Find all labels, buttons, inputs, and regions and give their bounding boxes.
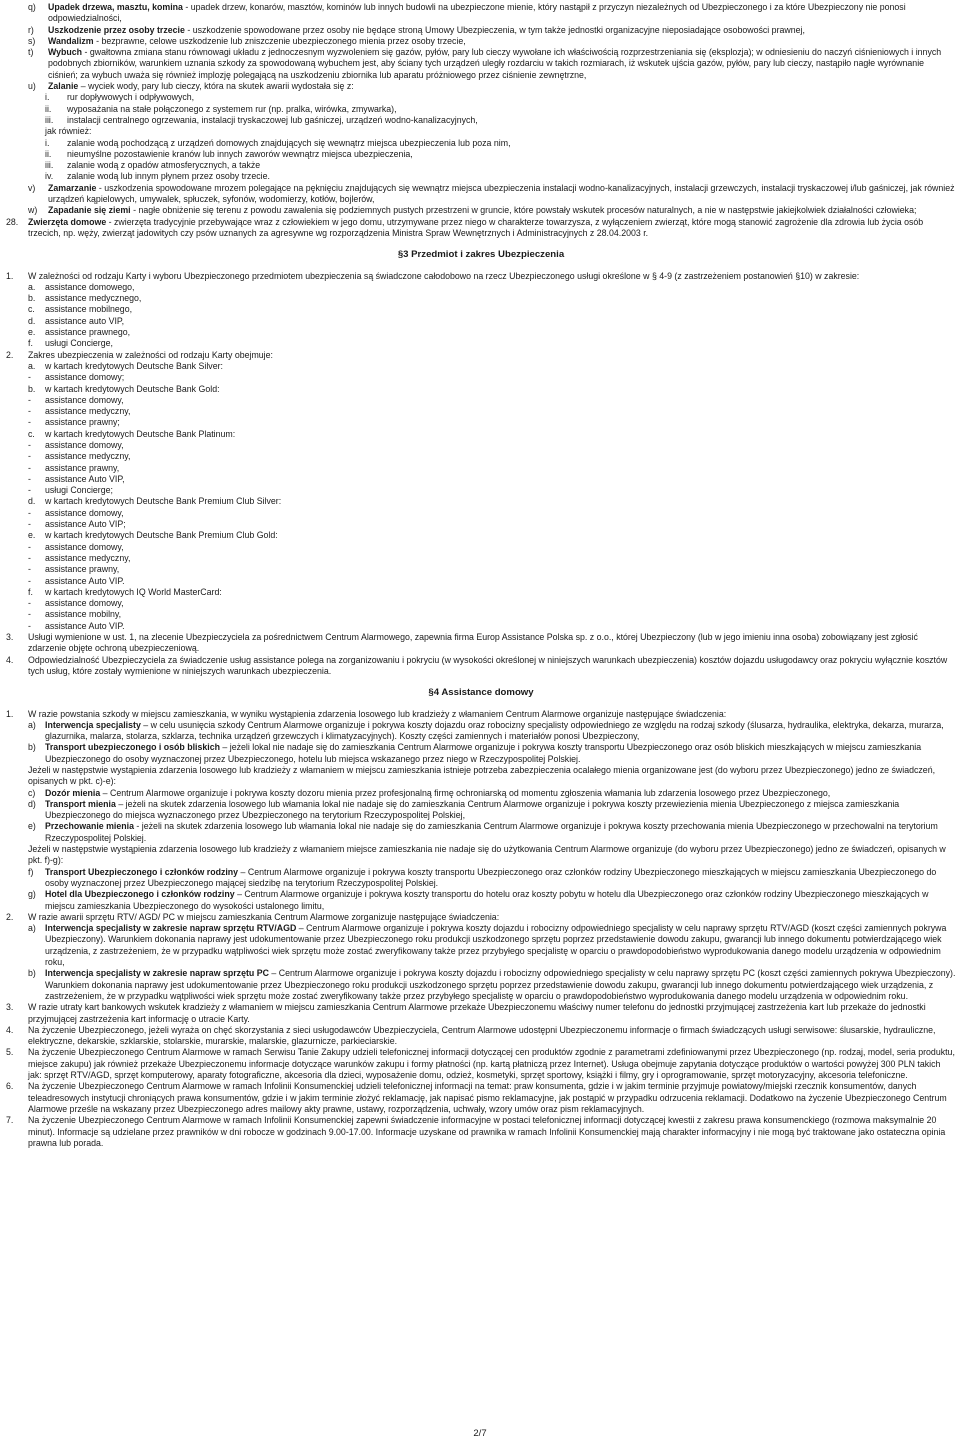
sec4-services-c: [6, 867, 956, 912]
card-service-text: assistance domowy;: [45, 372, 125, 383]
service-label: f): [28, 866, 34, 877]
card-item-label: c.: [28, 428, 35, 439]
term: Zwierzęta domowe: [28, 216, 107, 227]
service-term: Interwencja specjalisty w zakresie napraw sprzętu RTV/AGD: [45, 923, 297, 934]
service-term: Transport Ubezpieczonego i członków rodziny: [45, 866, 239, 877]
service-label: c): [28, 787, 36, 798]
card-service-item: [28, 406, 956, 417]
sec4-services-b: [6, 788, 956, 844]
card-service-item: [28, 553, 956, 564]
definition-t: t) Wybuch - gwałtowna zmiana stanu równowagi układu z jednoczesnym wyzwoleniem się gazów, pyłów, pary lub cieczy wywołane ich właściwością rozprzestrzeniania się (eksplozja); w odniesieniu do naczyń ciśnieniowych i innych podobnych zbiorników, warunkiem uznania szkody za spowodowaną wybuchem jest, aby ściany tych urządzeń uległy rozdarciu w takich rozmiarach, iż wskutek ujścia gazów, pyłów, pary lub cieczy, nastąpiło nagłe wyrównanie ciśnień; za wybuch uważa się również implozję polegającą na uszkodzeniu zbiornika lub aparatu próżniowego przez ciśnienie zewnętrzne,: [28, 47, 942, 80]
numbered-paragraph: [6, 1002, 956, 1025]
card-item-text: w kartach kredytowych Deutsche Bank Platinum:: [45, 428, 236, 439]
card-service-text: assistance domowy,: [45, 507, 124, 518]
card-item: [28, 496, 956, 507]
paragraph-text: Na życzenie Ubezpieczonego, jeżeli wyraża on chęć skorzystania z sieci usługodawców Ubezpieczyciela, Centrum Alarmowe udostępni Ubezpieczonemu informacje o firmach świadczących usługi serwisowe: ślusarskie, hydrauliczne, elektryczne, dekarskie, szklarskie, stolarskie, murarskie, malarskie, glazurnicze, parkieciarskie.: [28, 1024, 936, 1047]
card-service-item: [28, 440, 956, 451]
card-service-item: [28, 395, 956, 406]
service-description: – Centrum Alarmowe organizuje i pokrywa koszty dojazdu i robocizny odpowiedniego specjalisty w celu naprawy sprzętu PC (koszt części zamiennych pokrywa Ubezpieczony). Warunkiem dokonania naprawy jest udokumentowanie przez Ubezpieczonego roku produkcji uszkodzonego sprzętu poprzez przedstawienie dowodu zakupu, gwarancji lub innego dokumentu potwierdzającego wiek urządzenia, z zastrzeżeniem, że w przypadku wątpliwości wiek sprzętu może zostać zweryfikowany także przez przybyłego specjalistę w oparciu o prawdopodobieństwo wyprodukowania danego modelu urządzenia w odpowiednim roku.: [45, 968, 956, 1001]
list-item: d. assistance auto VIP,: [28, 315, 125, 326]
card-item: [28, 361, 956, 372]
card-service-text: assistance Auto VIP.: [45, 620, 125, 631]
definition-28: 28. Zwierzęta domowe - zwierzęta tradycyjnie przebywające wraz z człowiekiem w jego domu, utrzymywane przez niego w charakterze towarzysza, z wyłączeniem zwierząt, które mogą stanowić zagrożenie dla zdrowia lub życia osób trzecich, np. węży, zwierząt jadowitych czy psów uznanych za agresywne wg rozporządzenia Ministra Spraw Wewnętrznych i Administracyjnych z 28.04.2003 r.: [6, 216, 924, 238]
service-label: d): [28, 798, 36, 809]
term: Wandalizm: [48, 35, 94, 46]
sec4-paragraph-2: 2. W razie awarii sprzętu RTV/ AGD/ PC w miejscu zamieszkania Centrum Alarmowe zorganizuje następujące świadczenia:: [6, 911, 500, 922]
card-service-item: [28, 372, 956, 383]
definition-w: w) Zapadanie się ziemi - nagłe obniżenie się terenu z powodu zawalenia się podziemnych pustych przestrzeni w gruncie, które powstały wskutek procesów naturalnych, a nie w następstwie jakiejkolwiek działalności człowieka;: [28, 205, 917, 216]
card-service-item: [28, 417, 956, 428]
card-service-text: assistance domowy,: [45, 598, 124, 609]
card-service-text: assistance prawny,: [45, 462, 120, 473]
paragraph-number: 6.: [6, 1081, 14, 1092]
section-4-heading: §4 Assistance domowy: [428, 687, 534, 699]
dash: -: [28, 609, 31, 620]
dash: -: [28, 417, 31, 428]
service-item: [6, 720, 956, 743]
sec4-paragraphs-rest: [6, 1002, 956, 1149]
card-service-text: assistance domowy,: [45, 541, 124, 552]
page-number: 2/7: [473, 1428, 487, 1439]
dash: -: [28, 519, 31, 530]
service-label: e): [28, 821, 36, 832]
paragraph-number: 3.: [6, 1002, 14, 1013]
service-text: [45, 788, 956, 799]
card-item-label: a.: [28, 360, 36, 371]
service-item: [6, 923, 956, 968]
service-text: [45, 720, 956, 743]
dash: -: [28, 462, 31, 473]
service-description: – jeżeli na skutek zdarzenia losowego lub włamania lokal nie nadaje się do zamieszkania Centrum Alarmowe organizuje i pokrywa koszty przewiezienia mienia Ubezpieczonego z miejsca zamieszkania Ubezpieczonego do miejsca wyznaczonego przez Ubezpieczonego na terytorium Rzeczypospolitej Polskiej,: [45, 798, 900, 821]
term: Upadek drzewa, masztu, komina: [48, 2, 183, 12]
dash: -: [28, 406, 31, 417]
sec3-paragraph-3: 3. Usługi wymienione w ust. 1, na zlecenie Ubezpieczyciela za pośrednictwem Centrum Alarmowego, zapewnia firma Europ Assistance Polska sp. z o.o., której Ubezpieczony (lub w jego imieniu inna osoba) zobowiązany jest zgłosić zdarzenie objęte ochroną ubezpieczeniową.: [6, 632, 918, 654]
sec4-note-1: Jeżeli w następstwie wystąpienia zdarzenia losowego lub kradzieży z włamaniem w miejscu zamieszkania istnieje potrzeba zabezpieczenia ocalałego mienia organizowane jest (do wyboru przez Ubezpieczonego) jedno ze świadczeń, opisanych w pkt. c)-e):: [28, 765, 936, 787]
definition-v: v) Zamarzanie - uszkodzenia spowodowane mrozem polegające na pęknięciu znajdujących się wewnątrz miejsca ubezpieczenia instalacji wodno-kanalizacyjnych, instalacji grzewczych, instalacji tryskaczowej i/lub gaśniczej, jak również urządzeń kąpielowych, umywalek, spłuczek, syfonów, wodomierzy, kotłów, bojlerów,: [28, 182, 955, 205]
service-item: [6, 742, 956, 765]
dash: -: [28, 473, 31, 484]
paragraph-number: 7.: [6, 1115, 14, 1126]
card-item-text: w kartach kredytowych IQ World MasterCard:: [45, 586, 222, 597]
card-item: [28, 530, 956, 541]
service-label: g): [28, 889, 36, 900]
service-item: [6, 968, 956, 1002]
card-service-text: assistance Auto VIP;: [45, 519, 126, 530]
service-term: Interwencja specjalisty w zakresie napraw sprzętu PC: [45, 968, 269, 979]
card-item: [28, 429, 956, 440]
paragraph-text: Na życzenie Ubezpieczonego Centrum Alarmowe w ramach Infolinii Konsumenckiej zapewni świadczenie informacyjne w postaci telefonicznej informacji dotyczącej kwestii z zakresu prawa konsumenckiego (rozmowa maksymalnie 20 minut). Informacje są udzielane przez prawników w dni robocze w godzinach 9.00-17.00. Informacje uzyskane od prawnika w ramach Infolinii Konsumenckiej mają charakter informacyjny i nie mogą być traktowane jako ostateczna opinia prawna lub porada.: [28, 1115, 946, 1148]
section-3-heading: §3 Przedmiot i zakres Ubezpieczenia: [397, 249, 565, 261]
card-item: [28, 384, 956, 395]
sec3-scope-list: [6, 282, 956, 350]
paragraph-text: Na życzenie Ubezpieczonego Centrum Alarmowe w ramach Infolinii Konsumenckiej udzieli telefonicznej informacji na temat: praw konsumenta, gdzie i w jakim terminie przyjmuje powiatowy/miejski rzecznik konsumentów, danych teleadresowych instytucji chroniących prawa konsumentów, gdzie i w jakim terminie złożyć reklamację, jak napisać pismo reklamacyjne, jak postąpić w przypadku odrzucenia reklamacji. Dodatkowo na życzenie Ubezpieczonego Centrum Alarmowe prześle na wskazany przez Ubezpieczonego adres mailowy akty prawne, ustawy, rozporządzenia, uchwały, wzory umów oraz pism reklamacyjnych.: [28, 1081, 947, 1114]
dash: -: [28, 439, 31, 450]
service-item: [6, 867, 956, 890]
service-text: [45, 821, 956, 844]
list-item: c. assistance mobilnego,: [28, 304, 133, 315]
service-text: [45, 968, 956, 1002]
card-service-item: [28, 576, 956, 587]
numbered-paragraph: [6, 1115, 956, 1149]
dash: -: [28, 372, 31, 383]
service-text: [45, 889, 956, 912]
term: Zapadanie się ziemi: [48, 205, 131, 216]
dash: -: [28, 575, 31, 586]
card-service-text: usługi Concierge;: [45, 485, 113, 496]
term: Zamarzanie: [48, 182, 97, 193]
service-term: Hotel dla Ubezpieczonego i członków rodziny: [45, 889, 235, 900]
dash: -: [28, 598, 31, 609]
card-service-text: assistance Auto VIP,: [45, 473, 125, 484]
dash: -: [28, 564, 31, 575]
sec4-note-2: Jeżeli w następstwie wystąpienia zdarzenia losowego lub kradzieży z włamaniem miejsce zamieszkania nie nadaje się do użytkowania Centrum Alarmowe organizuje (do wyboru przez Ubezpieczonego) jedno ze świadczeń, opisanych w pkt. f)-g):: [28, 844, 946, 866]
card-service-text: assistance prawny,: [45, 564, 120, 575]
list-item: iii. zalanie wodą z opadów atmosferycznych, a także: [45, 160, 261, 171]
dash: -: [28, 394, 31, 405]
dash: -: [28, 485, 31, 496]
card-service-text: assistance medyczny,: [45, 552, 131, 563]
card-scope-list: [6, 361, 956, 632]
service-term: Przechowanie mienia: [45, 821, 134, 832]
service-item: [6, 788, 956, 799]
sec3-paragraph-2: 2. Zakres ubezpieczenia w zależności od rodzaju Karty obejmuje:: [6, 349, 273, 360]
service-description: – Centrum Alarmowe organizuje i pokrywa koszty dozoru mienia przez profesjonalną firmę ochroniarską od momentu zgłoszenia włamania lub zdarzenia losowego przez Ubezpieczonego,: [100, 787, 831, 798]
service-label: b): [28, 968, 36, 979]
card-service-text: assistance medyczny,: [45, 406, 131, 417]
card-service-text: assistance prawny;: [45, 417, 120, 428]
card-item-label: b.: [28, 383, 36, 394]
zalanie-note: jak również:: [45, 126, 92, 137]
card-item-text: w kartach kredytowych Deutsche Bank Premium Club Gold:: [45, 530, 278, 541]
card-service-item: [28, 474, 956, 485]
paragraph-number: 4.: [6, 1024, 14, 1035]
card-service-item: [28, 508, 956, 519]
card-item-label: e.: [28, 530, 36, 541]
card-item-text: w kartach kredytowych Deutsche Bank Premium Club Silver:: [45, 496, 282, 507]
service-term: Transport mienia: [45, 798, 116, 809]
service-description: - jeżeli na skutek zdarzenia losowego lub włamania lokal nie nadaje się do zamieszkania Centrum Alarmowe organizuje i pokrywa koszty przechowania mienia Ubezpieczonego w przechowalni na terytorium Rzeczypospolitej Polskiej.: [45, 821, 938, 843]
service-label: b): [28, 742, 36, 753]
definition-q: q) Upadek drzewa, masztu, komina - upadek drzew, konarów, masztów, kominów lub innych budowli na ubezpieczone mienie, który nastąpił z przyczyn niezależnych od Ubezpieczonego i za które Ubezpieczony nie ponosi odpowiedzialności,: [28, 2, 906, 24]
card-service-text: assistance mobilny,: [45, 609, 122, 620]
numbered-paragraph: [6, 1081, 956, 1115]
definition-r: r) Uszkodzenie przez osoby trzecie - uszkodzenie spowodowane przez osoby nie będące stroną Umowy Ubezpieczenia, w tym także jednostki organizacyjne nieposiadające osobowości prawnej,: [28, 24, 805, 35]
list-item: ii. wyposażania na stałe połączonego z systemem rur (np. pralka, wirówka, zmywarka),: [45, 103, 397, 114]
term: Wybuch: [48, 47, 83, 58]
service-description: – Centrum Alarmowe organizuje i pokrywa koszty transportu do hotelu oraz koszty pobytu w hotelu dla Ubezpieczonego oraz członków rodziny Ubezpieczonego mieszkających w miejscu zamieszkania Ubezpieczonego do wysokości ustalonego limitu,: [45, 889, 929, 911]
card-service-text: assistance domowy,: [45, 439, 124, 450]
card-service-item: [28, 564, 956, 575]
card-service-item: [28, 463, 956, 474]
service-term: Dozór mienia: [45, 787, 101, 798]
paragraph-text: Na życzenie Ubezpieczonego Centrum Alarmowe w ramach Serwisu Tanie Zakupy udzieli telefonicznej informacji dotyczącej cen produktów zgodnie z parametrami zdefiniowanymi przez Ubezpieczonego (np. rodzaj, model, seria produktu, miejsce zakupu) jak również przekaże Ubezpieczonemu informacje dotyczące warunków zakupu i formy płatności (np. kartą płatniczą przez Internet). Usługa obejmuje zapytania dotyczące produktów o wartości powyżej 300 PLN takich jak: sprzęt RTV/AGD, sprzęt komputerowy, aparaty fotograficzne, akcesoria dla dzieci, wyposażenie domu, odzież, kosmetyki, sprzęt sportowy, książki i filmy, gry i oprogramowanie, sprzęt motoryzacyjny, akcesoria telefoniczne.: [28, 1047, 955, 1081]
service-label: a): [28, 923, 36, 934]
definition-u: u) Zalanie – wyciek wody, pary lub cieczy, która na skutek awarii wydostała się z:: [28, 81, 354, 92]
list-item: e. assistance prawnego,: [28, 327, 131, 338]
service-term: Transport ubezpieczonego i osób bliskich: [45, 742, 220, 753]
service-description: – Centrum Alarmowe organizuje i pokrywa koszty dojazdu i robocizny odpowiedniego specjalisty w celu naprawy sprzętu RTV/AGD (koszt części zamiennych pokrywa Ubezpieczony). Warunkiem dokonania naprawy jest udokumentowanie przez Ubezpieczonego roku produkcji uszkodzonego sprzętu poprzez przedstawienie dowodu zakupu, gwarancji lub innego dokumentu potwierdzającego wiek urządzenia, z zastrzeżeniem, że w przypadku wątpliwości wiek sprzętu może zostać zweryfikowany także przez przybyłego specjalistę w oparciu o prawdopodobieństwo wyprodukowania danego modelu urządzenia w odpowiednim roku,: [45, 923, 947, 968]
card-item: [28, 587, 956, 598]
dash: -: [28, 541, 31, 552]
definition-s: s) Wandalizm - bezprawne, celowe uszkodzenie lub zniszczenie ubezpieczonego mienia przez osoby trzecie,: [28, 35, 466, 46]
sec4-services-rtv: [6, 923, 956, 1002]
sec3-paragraph-4: 4. Odpowiedzialność Ubezpieczyciela za świadczenie usług assistance polega na zorganizowaniu i pokryciu (w wysokości określonej w niniejszych warunkach ubezpieczenia) kosztów dojazdu usługodawcy oraz pokryciu wyłącznie kosztów tych usług, które zostały wymienione w niniejszych warunkach ubezpieczenia.: [6, 654, 948, 676]
service-description: – jeżeli lokal nie nadaje się do zamieszkania Centrum Alarmowe organizuje i pokrywa koszty transportu Ubezpieczonego oraz osób bliskich mieszkających w miejscu zamieszkania Ubezpieczonego do osoby wyznaczonej przez Ubezpieczonego, hotelu lub miejsca wskazanego przez niego w Rzeczypospolitej Polskiej.: [45, 742, 922, 764]
card-item-label: d.: [28, 496, 36, 507]
card-item-text: w kartach kredytowych Deutsche Bank Silver:: [45, 360, 223, 371]
service-description: – Centrum Alarmowe organizuje i pokrywa koszty transportu Ubezpieczonego oraz członków rodziny Ubezpieczonego mieszkających w miejscu zamieszkania Ubezpieczonego do osoby wyznaczonej przez Ubezpieczonego mającej siedzibę na terytorium Rzeczypospolitej Polskiej.: [45, 866, 937, 888]
numbered-paragraph: [6, 1025, 956, 1048]
dash: -: [28, 507, 31, 518]
card-service-item: [28, 609, 956, 620]
service-item: [6, 799, 956, 822]
numbered-paragraph: [6, 1047, 956, 1081]
service-label: a): [28, 719, 36, 730]
service-text: [45, 742, 956, 765]
service-item: [6, 821, 956, 844]
card-service-item: [28, 519, 956, 530]
list-item: i. rur dopływowych i odpływowych,: [45, 92, 195, 103]
card-service-item: [28, 485, 956, 496]
sec4-services-a: [6, 720, 956, 765]
sec3-paragraph-1: 1. W zależności od rodzaju Karty i wyboru Ubezpieczonego przedmiotem ubezpieczenia są świadczone całodobowo na rzecz Ubezpieczonego usługi określone w § 4-9 (z zastrzeżeniem postanowień §10) w zakresie:: [6, 270, 860, 281]
term: Zalanie: [48, 81, 79, 92]
service-text: [45, 799, 956, 822]
card-service-item: [28, 451, 956, 462]
paragraph-number: 5.: [6, 1047, 14, 1058]
card-item-label: f.: [28, 586, 33, 597]
list-item: iii. instalacji centralnego ogrzewania, instalacji tryskaczowej lub gaśniczej, urządzeń wodno-kanalizacyjnych,: [45, 114, 478, 125]
list-item: ii. nieumyślne pozostawienie kranów lub innych zaworów wewnątrz miejsca ubezpieczenia,: [45, 148, 413, 159]
list-item: iv. zalanie wodą lub innym płynem przez osoby trzecie.: [45, 171, 270, 182]
list-item: f. usługi Concierge,: [28, 338, 113, 349]
card-service-text: assistance medyczny,: [45, 451, 131, 462]
document-body: [6, 2, 956, 1149]
paragraph-text: W razie utraty kart bankowych wskutek kradzieży z włamaniem w miejscu zamieszkania Centrum Alarmowe przekaże Ubezpieczonemu właściwy numer telefonu do jednostki przyjmującej zastrzeżenia kart lub przekaże do jednostki przyjmującej zastrzeżenia kart informację o utracie Karty.: [28, 1002, 926, 1024]
card-service-item: [28, 621, 956, 632]
card-item-text: w kartach kredytowych Deutsche Bank Gold:: [45, 383, 220, 394]
service-description: – w celu usunięcia szkody Centrum Alarmowe organizuje i pokrywa koszty dojazdu oraz robocizny specjalisty odpowiedniego ze względu na rodzaj szkody (ślusarza, hydraulika, elektryka, dekarza, murarza, glazurnika, malarza, stolarza, szklarza, technika urządzeń grzewczych i klimatyzacyjnych). Koszty części zamiennych i materiałów ponosi Ubezpieczony,: [45, 719, 944, 742]
dash: -: [28, 552, 31, 563]
dash: -: [28, 451, 31, 462]
list-item: b. assistance medycznego,: [28, 293, 142, 304]
list-item: a. assistance domowego,: [28, 281, 135, 292]
card-service-text: assistance Auto VIP.: [45, 575, 125, 586]
dash: -: [28, 620, 31, 631]
card-service-text: assistance domowy,: [45, 394, 124, 405]
service-item: [6, 889, 956, 912]
sec4-paragraph-1: 1. W razie powstania szkody w miejscu zamieszkania, w wyniku wystąpienia zdarzenia losowego lub kradzieży z włamaniem Centrum Alarmowe organizuje następujące świadczenia:: [6, 708, 727, 719]
service-term: Interwencja specjalisty: [45, 719, 141, 730]
term: Uszkodzenie przez osoby trzecie: [48, 24, 185, 35]
service-text: [45, 923, 956, 968]
service-text: [45, 867, 956, 890]
card-service-item: [28, 542, 956, 553]
card-service-item: [28, 598, 956, 609]
zalanie-list-a: [6, 92, 956, 182]
list-item: i. zalanie wodą pochodzącą z urządzeń domowych znajdujących się wewnątrz miejsca ubezpieczenia lub poza nim,: [45, 137, 511, 148]
